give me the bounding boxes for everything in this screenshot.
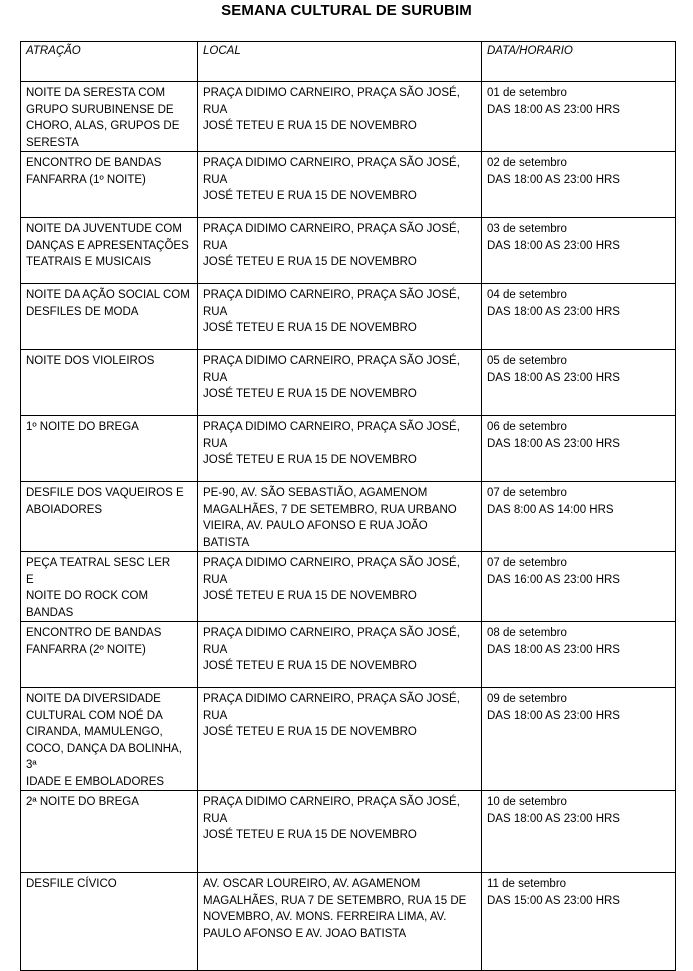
cell-local: PRAÇA DIDIMO CARNEIRO, PRAÇA SÃO JOSÉ, RUA JOSÉ TETEU E RUA 15 DE NOVEMBRO bbox=[198, 350, 482, 416]
table-row bbox=[21, 350, 676, 416]
table-row bbox=[21, 622, 676, 688]
cell-data: 08 de setembro DAS 18:00 AS 23:00 HRS bbox=[482, 622, 676, 688]
cell-atracao: 2ª NOITE DO BREGA bbox=[21, 791, 198, 873]
cell-atracao: ENCONTRO DE BANDAS FANFARRA (2º NOITE) bbox=[21, 622, 198, 688]
cell-local: PRAÇA DIDIMO CARNEIRO, PRAÇA SÃO JOSÉ, RUA JOSÉ TETEU E RUA 15 DE NOVEMBRO bbox=[198, 82, 482, 152]
cell-data: 07 de setembro DAS 8:00 AS 14:00 HRS bbox=[482, 482, 676, 552]
cell-local: PRAÇA DIDIMO CARNEIRO, PRAÇA SÃO JOSÉ, RUA JOSÉ TETEU E RUA 15 DE NOVEMBRO bbox=[198, 218, 482, 284]
table-row bbox=[21, 482, 676, 552]
table-header-row bbox=[21, 42, 676, 82]
table-row bbox=[21, 688, 676, 791]
cell-data: 07 de setembro DAS 16:00 AS 23:00 HRS bbox=[482, 552, 676, 622]
header-data-horario: DATA/HORARIO bbox=[482, 42, 676, 82]
cell-atracao: DESFILE DOS VAQUEIROS E ABOIADORES bbox=[21, 482, 198, 552]
cell-data: 02 de setembro DAS 18:00 AS 23:00 HRS bbox=[482, 152, 676, 218]
table-row bbox=[21, 152, 676, 218]
cell-data: 09 de setembro DAS 18:00 AS 23:00 HRS bbox=[482, 688, 676, 791]
cell-local: PRAÇA DIDIMO CARNEIRO, PRAÇA SÃO JOSÉ, RUA JOSÉ TETEU E RUA 15 DE NOVEMBRO bbox=[198, 622, 482, 688]
table-row bbox=[21, 791, 676, 873]
cell-atracao: NOITE DA SERESTA COM GRUPO SURUBINENSE DE CHORO, ALAS, GRUPOS DE SERESTA bbox=[21, 82, 198, 152]
cell-atracao: 1º NOITE DO BREGA bbox=[21, 416, 198, 482]
table-row bbox=[21, 552, 676, 622]
cell-atracao: NOITE DA JUVENTUDE COM DANÇAS E APRESENTAÇÕES TEATRAIS E MUSICAIS bbox=[21, 218, 198, 284]
table-row bbox=[21, 82, 676, 152]
cell-local: PRAÇA DIDIMO CARNEIRO, PRAÇA SÃO JOSÉ, RUA JOSÉ TETEU E RUA 15 DE NOVEMBRO bbox=[198, 152, 482, 218]
cell-atracao: NOITE DA DIVERSIDADE CULTURAL COM NOÉ DA CIRANDA, MAMULENGO, COCO, DANÇA DA BOLINHA, 3ª IDADE E EMBOLADORES bbox=[21, 688, 198, 791]
cell-local: PE-90, AV. SÃO SEBASTIÃO, AGAMENOM MAGALHÃES, 7 DE SETEMBRO, RUA URBANO VIEIRA, AV. PAULO AFONSO E RUA JOÃO BATISTA bbox=[198, 482, 482, 552]
cell-atracao: PEÇA TEATRAL SESC LER E NOITE DO ROCK COM BANDAS bbox=[21, 552, 198, 622]
cell-local: PRAÇA DIDIMO CARNEIRO, PRAÇA SÃO JOSÉ, RUA JOSÉ TETEU E RUA 15 DE NOVEMBRO bbox=[198, 791, 482, 873]
cell-local: PRAÇA DIDIMO CARNEIRO, PRAÇA SÃO JOSÉ, RUA JOSÉ TETEU E RUA 15 DE NOVEMBRO bbox=[198, 688, 482, 791]
cell-data: 04 de setembro DAS 18:00 AS 23:00 HRS bbox=[482, 284, 676, 350]
table-row bbox=[21, 284, 676, 350]
header-atracao: ATRAÇÃO bbox=[21, 42, 198, 82]
cell-data: 03 de setembro DAS 18:00 AS 23:00 HRS bbox=[482, 218, 676, 284]
table-row bbox=[21, 416, 676, 482]
table-row bbox=[21, 218, 676, 284]
cell-data: 10 de setembro DAS 18:00 AS 23:00 HRS bbox=[482, 791, 676, 873]
cell-atracao: DESFILE CÍVICO bbox=[21, 873, 198, 971]
header-local: LOCAL bbox=[198, 42, 482, 82]
cell-atracao: NOITE DA AÇÃO SOCIAL COM DESFILES DE MODA bbox=[21, 284, 198, 350]
document-title: SEMANA CULTURAL DE SURUBIM bbox=[221, 2, 472, 19]
cell-data: 05 de setembro DAS 18:00 AS 23:00 HRS bbox=[482, 350, 676, 416]
cell-local: AV. OSCAR LOUREIRO, AV. AGAMENOM MAGALHÃES, RUA 7 DE SETEMBRO, RUA 15 DE NOVEMBRO, AV. MONS. FERREIRA LIMA, AV. PAULO AFONSO E AV. JOAO BATISTA bbox=[198, 873, 482, 971]
table-row bbox=[21, 873, 676, 971]
cell-local: PRAÇA DIDIMO CARNEIRO, PRAÇA SÃO JOSÉ, RUA JOSÉ TETEU E RUA 15 DE NOVEMBRO bbox=[198, 284, 482, 350]
cell-data: 11 de setembro DAS 15:00 AS 23:00 HRS bbox=[482, 873, 676, 971]
cell-atracao: NOITE DOS VIOLEIROS bbox=[21, 350, 198, 416]
cell-atracao: ENCONTRO DE BANDAS FANFARRA (1º NOITE) bbox=[21, 152, 198, 218]
cell-local: PRAÇA DIDIMO CARNEIRO, PRAÇA SÃO JOSÉ, RUA JOSÉ TETEU E RUA 15 DE NOVEMBRO bbox=[198, 416, 482, 482]
cell-data: 01 de setembro DAS 18:00 AS 23:00 HRS bbox=[482, 82, 676, 152]
cell-data: 06 de setembro DAS 18:00 AS 23:00 HRS bbox=[482, 416, 676, 482]
cell-local: PRAÇA DIDIMO CARNEIRO, PRAÇA SÃO JOSÉ, RUA JOSÉ TETEU E RUA 15 DE NOVEMBRO bbox=[198, 552, 482, 622]
schedule-table bbox=[20, 41, 676, 971]
